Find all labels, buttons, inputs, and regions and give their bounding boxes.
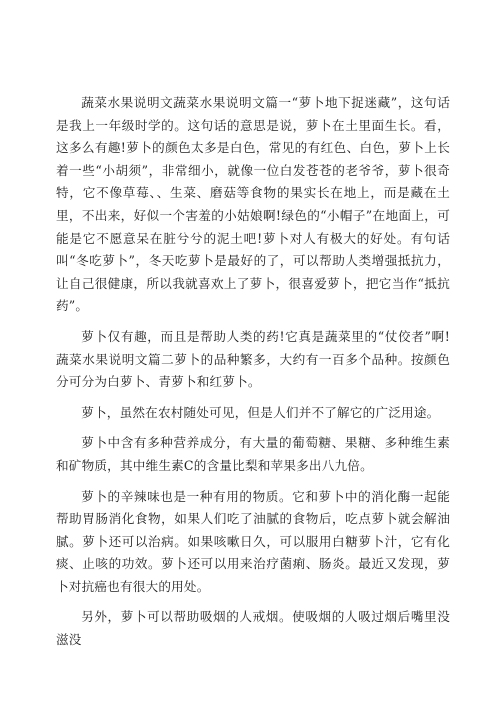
document-body [56, 92, 450, 660]
paragraph-2: 萝卜仅有趣，而且是帮助人类的药!它真是蔬菜里的“仗佼者”啊!蔬菜水果说明文篇二萝卜的品种繁多，大约有一百多个品种。按颜色分可分为白萝卜、青萝卜和红萝卜。 [56, 328, 450, 390]
paragraph-3: 萝卜，虽然在农村随处可见，但是人们并不了解它的广泛用途。 [81, 404, 440, 420]
paragraph-1: 蔬菜水果说明文蔬菜水果说明文篇一“萝卜地下捉迷藏”，这句话是我上一年级时学的。这句话的意思是说，萝卜在土里面生长。看，这多么有趣!萝卜的颜色太多是白色，常见的有红色、白色，萝卜上长着一些“小胡须”，非常细小，就像一位白发苍苍的老爷爷，萝卜很奇特，它不像草莓、、生菜、磨菇等食物的果实长在地上，而是藏在土里，不出来，好似一个害羞的小姑娘啊!绿色的“小帽子”在地面上，可能是它不愿意呆在脏兮兮的泥土吧!萝卜对人有极大的好处。有句话叫“冬吃萝卜”，冬天吃萝卜是最好的了，可以帮助人类增强抵抗力，让自己很健康，所以我就喜欢上了萝卜，很喜爱萝卜，把它当作“抵抗药”。 [56, 95, 450, 314]
paragraph-6: 另外，萝卜可以帮助吸烟的人戒烟。使吸烟的人吸过烟后嘴里没滋没 [56, 609, 450, 648]
paragraph-4: 萝卜中含有多种营养成分，有大量的葡萄糖、果糖、多种维生素和矿物质，其中维生素C的含量比梨和苹果多出八九倍。 [56, 435, 450, 473]
paragraph-5: 萝卜的辛辣味也是一种有用的物质。它和萝卜中的消化酶一起能帮助胃肠消化食物，如果人们吃了油腻的食物后，吃点萝卜就会解油腻。萝卜还可以治病。如果咳嗽日久，可以服用白糖萝卜汁，它有化痰、止咳的功效。萝卜还可以用来治疗菌痢、肠炎。最近又发现，萝卜对抗癌也有很大的用处。 [56, 488, 450, 594]
